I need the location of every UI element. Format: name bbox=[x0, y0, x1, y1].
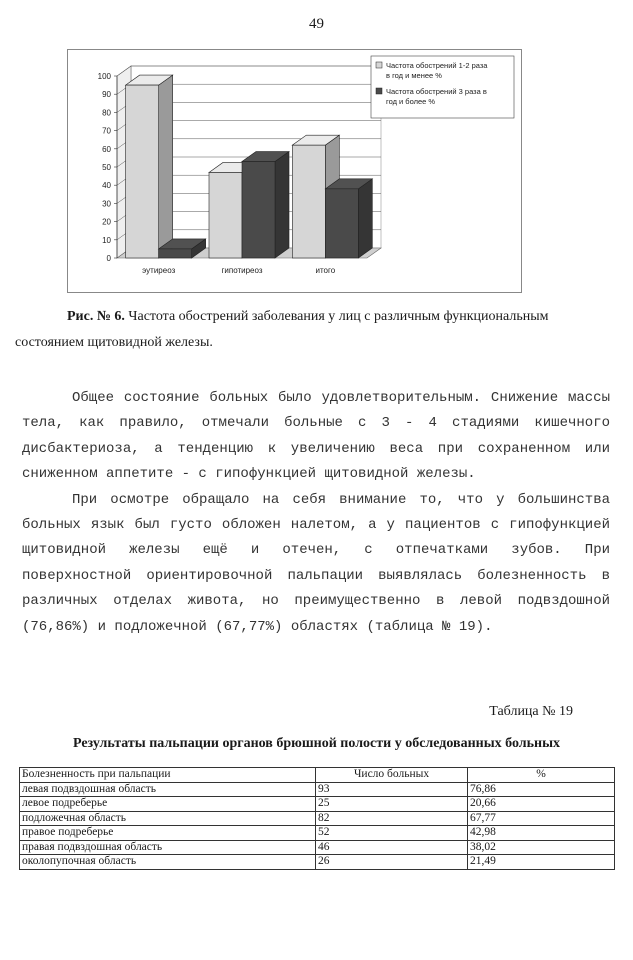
bar-chart bbox=[68, 50, 521, 292]
cell-area: подложечная область bbox=[20, 811, 316, 826]
header-cell-count: Число больных bbox=[316, 768, 468, 783]
table-row bbox=[20, 782, 615, 797]
body-paragraph-2: При осмотре обращало на себя внимание то, что у большинства больных язык был густо обложен налетом, а у пациентов с гипофункцией щитовидной железы ещё и отечен, с отпечатками зубов. При поверхностной ориентировочной пальпации выявлялась болезненность в различных отделах живота, но преимущественно в левой подвздошной (76,86%) и подложечной (67,77%) областях (таблица № 19). bbox=[22, 491, 610, 635]
cell-count: 52 bbox=[316, 826, 468, 841]
cell-count: 93 bbox=[316, 782, 468, 797]
results-table bbox=[19, 767, 615, 870]
y-tick-label: 30 bbox=[102, 199, 111, 209]
chart-frame bbox=[67, 49, 522, 293]
bar bbox=[126, 85, 159, 258]
cell-area: правое подреберье bbox=[20, 826, 316, 841]
bar bbox=[325, 189, 358, 258]
table-row bbox=[20, 855, 615, 870]
legend-swatch bbox=[376, 62, 382, 68]
figure-caption-label: Рис. № 6. bbox=[67, 309, 125, 324]
y-tick-label: 60 bbox=[102, 144, 111, 154]
legend-label: год и более % bbox=[386, 97, 436, 106]
bar bbox=[209, 172, 242, 258]
bar bbox=[159, 249, 192, 258]
table-row bbox=[20, 826, 615, 841]
cell-area: левое подреберье bbox=[20, 797, 316, 812]
y-tick-label: 50 bbox=[102, 163, 111, 172]
bar bbox=[292, 145, 325, 258]
table-header-row bbox=[20, 768, 615, 783]
legend-label: в год и менее % bbox=[386, 71, 442, 80]
y-tick-label: 20 bbox=[102, 217, 111, 227]
figure-caption bbox=[15, 304, 605, 356]
body-text bbox=[22, 386, 610, 640]
cell-percent: 21,49 bbox=[468, 855, 615, 870]
figure-caption-text: Частота обострений заболевания у лиц с различным функциональным состоянием щитовидной железы. bbox=[15, 309, 549, 350]
bar-side bbox=[358, 179, 372, 258]
cell-percent: 38,02 bbox=[468, 840, 615, 855]
table-title: Результаты пальпации органов брюшной полости у обследованных больных bbox=[72, 736, 561, 751]
category-label: итого bbox=[315, 266, 336, 275]
y-tick-label: 0 bbox=[106, 254, 111, 263]
cell-area: правая подвздошная область bbox=[20, 840, 316, 855]
legend-label: Частота обострений 3 раза в bbox=[386, 87, 487, 96]
cell-percent: 76,86 bbox=[468, 782, 615, 797]
y-tick-label: 90 bbox=[102, 90, 111, 100]
table-row bbox=[20, 840, 615, 855]
y-tick-label: 10 bbox=[102, 235, 111, 245]
cell-percent: 20,66 bbox=[468, 797, 615, 812]
legend-label: Частота обострений 1-2 раза bbox=[386, 61, 488, 70]
cell-count: 25 bbox=[316, 797, 468, 812]
table-number: Таблица № 19 bbox=[489, 704, 573, 719]
y-tick-label: 80 bbox=[102, 108, 111, 118]
header-cell-tenderness: Болезненность при пальпации bbox=[20, 768, 316, 783]
cell-count: 46 bbox=[316, 840, 468, 855]
cell-count: 26 bbox=[316, 855, 468, 870]
cell-area: левая подвздошная область bbox=[20, 782, 316, 797]
bar bbox=[242, 162, 275, 258]
cell-percent: 67,77 bbox=[468, 811, 615, 826]
table-row bbox=[20, 811, 615, 826]
bar-side bbox=[275, 152, 289, 258]
y-tick-label: 40 bbox=[102, 181, 111, 191]
body-paragraph-1: Общее состояние больных было удовлетворительным. Снижение массы тела, как правило, отмечали больные с 3 - 4 стадиями кишечного дисбактериоза, а тенденцию к увеличению веса при сохраненном или сниженном аппетите - с гипофункцией щитовидной железы. bbox=[22, 390, 610, 483]
header-cell-percent: % bbox=[468, 768, 615, 783]
table-row bbox=[20, 797, 615, 812]
bar-side bbox=[159, 75, 173, 258]
category-label: эутиреоз bbox=[142, 266, 176, 275]
legend-swatch bbox=[376, 88, 382, 94]
cell-area: околопупочная область bbox=[20, 855, 316, 870]
y-tick-label: 100 bbox=[97, 72, 111, 81]
page-number: 49 bbox=[309, 16, 324, 32]
category-label: гипотиреоз bbox=[221, 266, 263, 275]
y-tick-label: 70 bbox=[102, 126, 111, 136]
cell-percent: 42,98 bbox=[468, 826, 615, 841]
cell-count: 82 bbox=[316, 811, 468, 826]
